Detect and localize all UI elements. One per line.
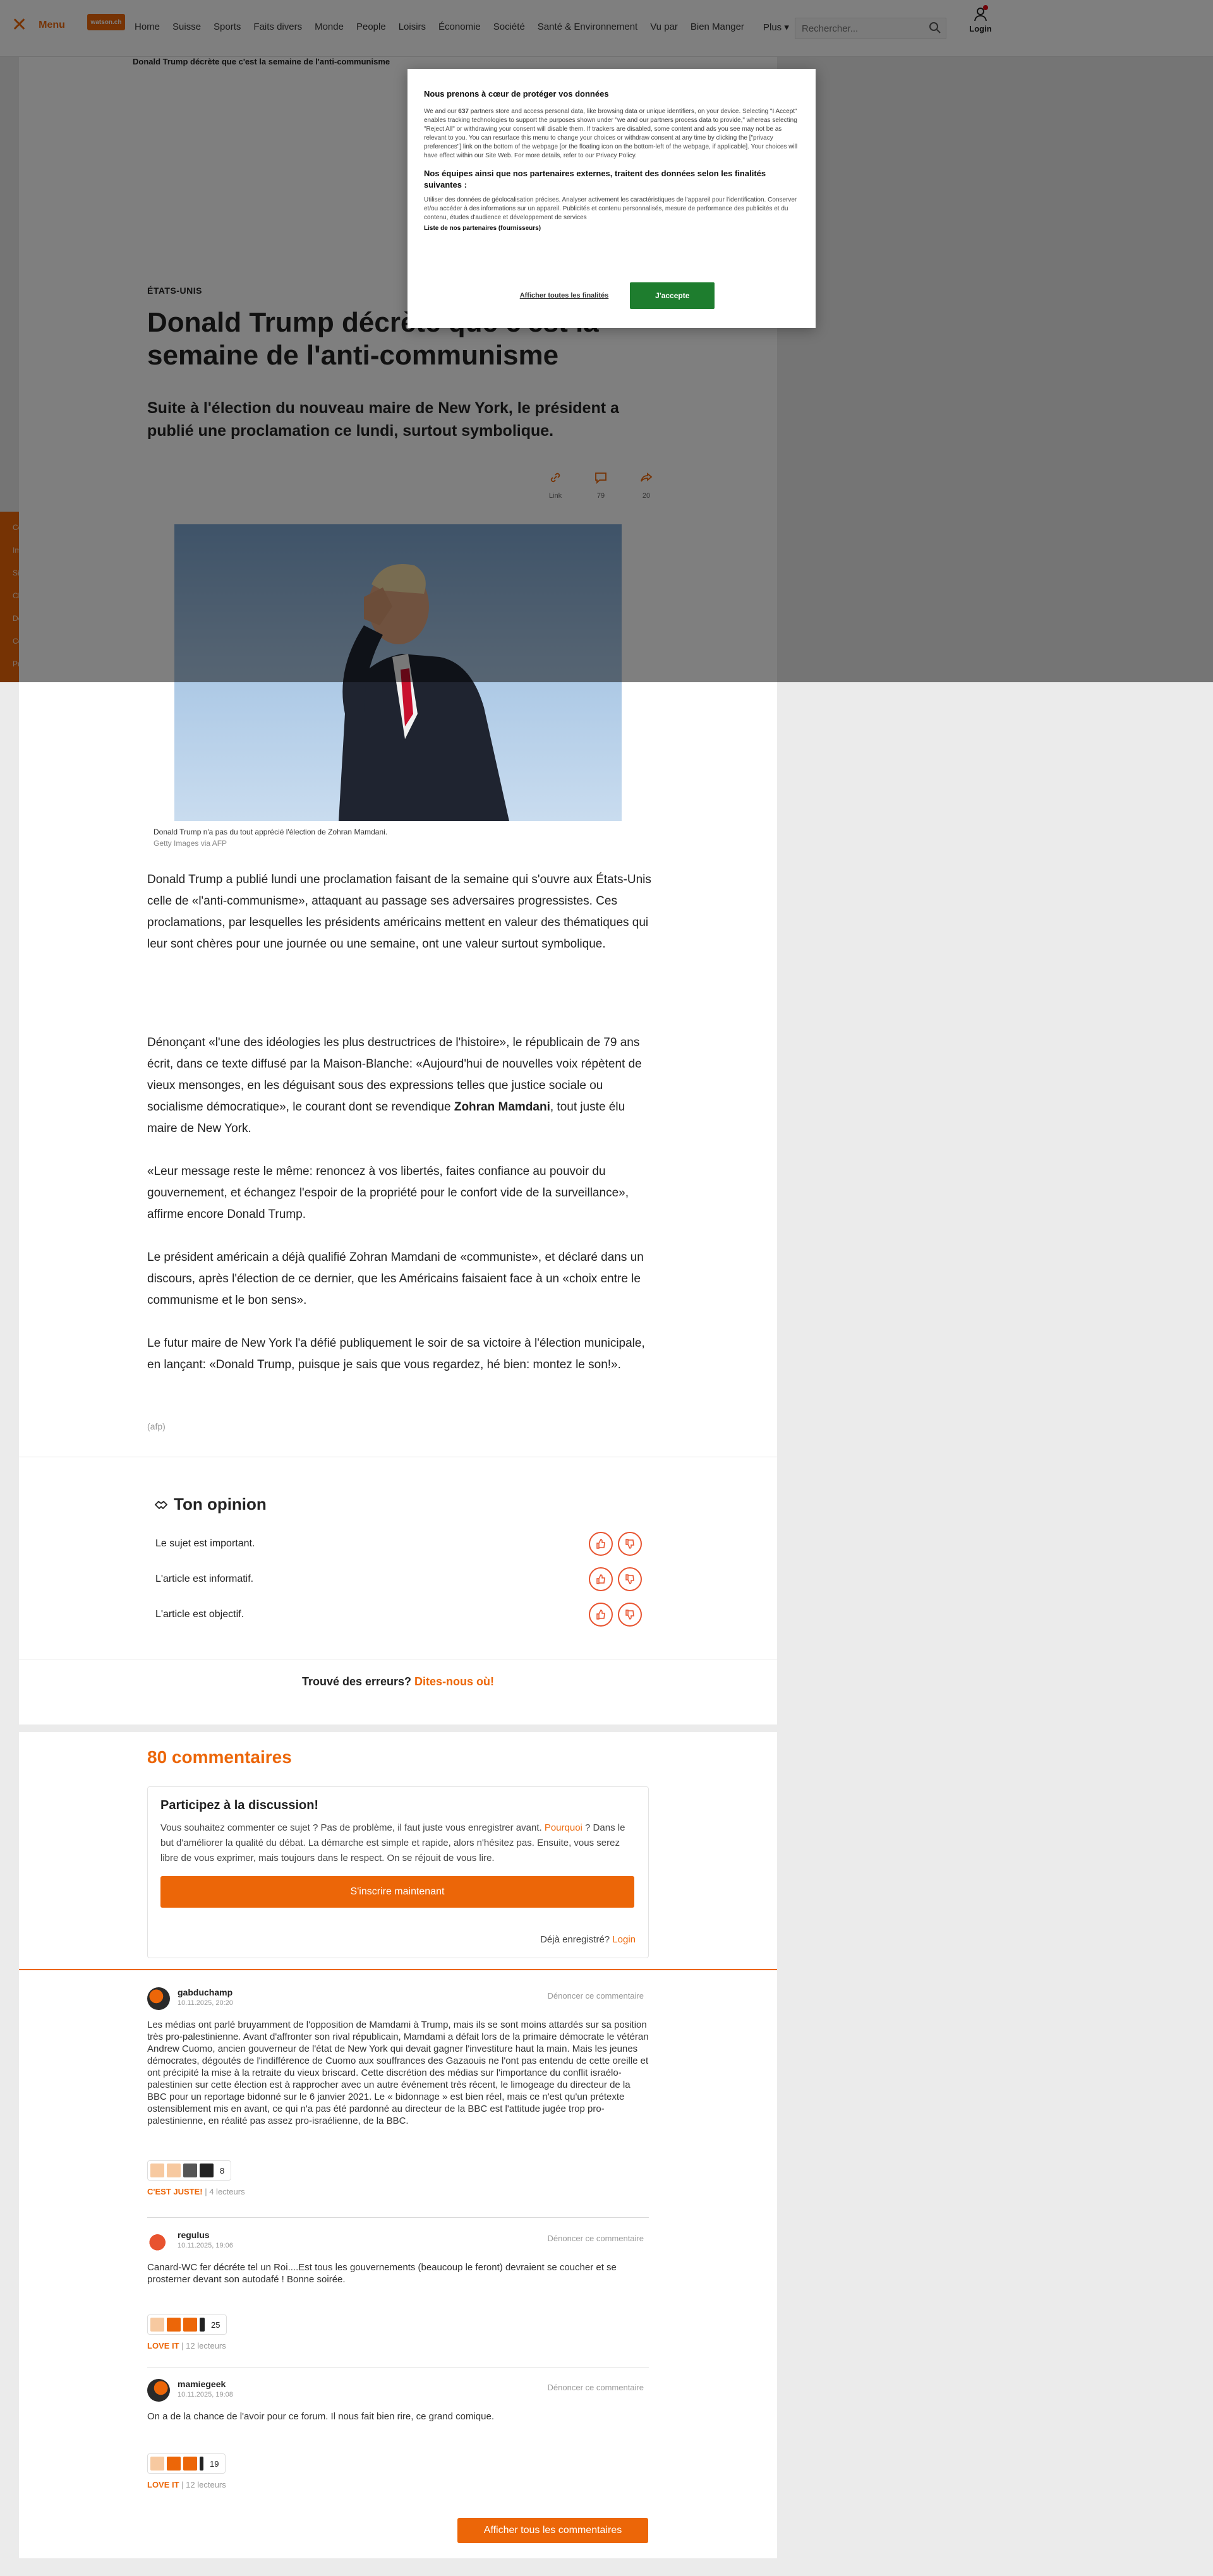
verdict-readers: 12 lecteurs: [186, 2480, 226, 2489]
thumbs-down-icon: [624, 1538, 636, 1550]
comments-count-title: 80 commentaires: [147, 1747, 292, 1767]
verdict-label: LOVE IT: [147, 2341, 179, 2350]
consent-intro: [424, 107, 799, 160]
comment-item: [147, 2230, 649, 2285]
comment-item: [147, 2379, 649, 2423]
comment-votes: [147, 2314, 649, 2350]
consent-subtitle: Nos équipes ainsi que nos partenaires externes, traitent des données selon les finalités suivantes :: [424, 169, 766, 190]
paragraph-text: , tout juste élu maire de New York.: [147, 1100, 625, 1135]
report-comment-link[interactable]: Dénoncer ce commentaire: [547, 2234, 644, 2243]
thumbs-up-icon: [595, 1538, 606, 1550]
thumbs-down-icon: [624, 1574, 636, 1585]
show-all-purposes-button[interactable]: Afficher toutes les finalités: [519, 292, 609, 299]
comment-item: [147, 1987, 649, 2127]
verdict-readers: 4 lecteurs: [209, 2187, 245, 2196]
photo-caption: Donald Trump n'a pas du tout apprécié l'élection de Zohran Mamdani.: [154, 828, 388, 836]
opinion-buttons: [589, 1603, 642, 1627]
consent-intro-text: partners store and access personal data, like browsing data or unique identifiers, on your device. Selecting "I Accept" enables tracking technologies to support the purposes shown under "we and our partners process data to provide," whereas selecting "Reject All" or withdrawing your consent will disable them. If trackers are disabled, some content and ads you see may not be as relevant to you. You can resurface this menu to change your choices or withdraw consent at any time by clicking the ["privacy preferences"] link on the bottom of the webpage [or the floating icon on the bottom-left of the webpage, if applicable]. Your choices will have effect within our Site Web. For more details, refer to our Privacy Policy.: [424, 108, 798, 159]
opinion-statement: Le sujet est important.: [155, 1538, 255, 1549]
thumbs-down-button[interactable]: [618, 1532, 642, 1556]
comment-text: On a de la chance de l'avoir pour ce forum. Il nous fait bien rire, ce grand comique.: [147, 2411, 494, 2422]
vote-love-icon: [150, 2164, 164, 2177]
opinion-row: [155, 1567, 642, 1592]
vendors-link[interactable]: Liste de nos partenaires (fournisseurs): [424, 225, 541, 232]
vote-love-icon: [167, 2164, 181, 2177]
verdict-readers: 12 lecteurs: [186, 2341, 226, 2350]
article-paragraph: Le président américain a déjà qualifié Zohran Mamdani de «communiste», et déclaré dans un discours, après l'élection de ce dernier, que les Américains faisaient face à un «choix entre le communisme et le bon sens».: [147, 1251, 644, 1307]
thumbs-down-button[interactable]: [618, 1567, 642, 1591]
thumbs-up-button[interactable]: [589, 1603, 613, 1627]
opinion-buttons: [589, 1532, 642, 1556]
comments-separator: [19, 1969, 777, 1970]
comment-text: Canard-WC fer décréte tel un Roi....Est tous les gouvernements (beaucoup le feront) devraient se coucher et se prosterner devant son autodafé ! Bonne soirée.: [147, 2262, 617, 2285]
login-link[interactable]: Login: [612, 1934, 636, 1945]
verdict-label: LOVE IT: [147, 2480, 179, 2489]
vote-love-icon: [150, 2457, 164, 2471]
accept-button[interactable]: J'accepte: [630, 282, 715, 309]
comment-text: Les médias ont parlé bruyamment de l'opposition de Mamdami à Trump, mais ils se sont moins attardés sur sa position très pro-palestinienne. Avant d'affronter son rival républicain, Mamdami a défait lors de la primaire démocrate le vétéran Andrew Cuomo, ancien gouverneur de l'état de New York qui devait gagner l'investiture haut la main. Mais les jeunes démocrates, dégoutés de l'indifférence de Cuomo aux souffrances des Gazaouis ne l'ont pas entendu de cette oreille et ont précipité la mise à la retraite du vieux briscard. Cette discrétion des médias sur l'importance du conflit israélo-palestinien sur cette élection est à rapprocher avec un autre événement très récent, le limogeage du directeur de la BBC pour un reportage bidonné sur le 6 janvier 2021. Le « bidonnage » est bien réel, mais ce n'est qu'un prétexte ostensiblement mis en avant, ce qui n'a pas été pardonné au directeur de la BBC est l'attitude jugée trop pro-palestinienne, en réalité pas assez pro-israélienne, de la BBC.: [147, 2019, 649, 2126]
avatar[interactable]: [147, 2379, 170, 2402]
partners-count: 637: [458, 108, 469, 115]
vote-dislike-icon: [200, 2457, 203, 2471]
consent-dialog: [407, 69, 816, 328]
discussion-box: [147, 1786, 649, 1958]
vote-verdict: C'EST JUSTE! | 4 lecteurs: [147, 2187, 245, 2196]
opinion-title: [154, 1495, 267, 1514]
vote-verdict: LOVE IT | 12 lecteurs: [147, 2341, 226, 2350]
register-button[interactable]: S'inscrire maintenant: [160, 1876, 634, 1908]
report-comment-link[interactable]: Dénoncer ce commentaire: [547, 1991, 644, 2001]
report-errors-link[interactable]: Dites-nous où!: [414, 1675, 495, 1688]
vote-bar[interactable]: [147, 2314, 227, 2335]
opinion-row: [155, 1531, 642, 1556]
vote-dislike-icon: [200, 2164, 214, 2177]
opinion-row: [155, 1602, 642, 1627]
thumbs-up-button[interactable]: [589, 1567, 613, 1591]
discussion-title: Participez à la discussion!: [160, 1798, 319, 1812]
comment-date: 10.11.2025, 20:20: [178, 1999, 233, 2007]
opinion-statement: L'article est objectif.: [155, 1609, 244, 1620]
report-errors-text: Trouvé des erreurs?: [301, 1675, 412, 1688]
opinion-statement: L'article est informatif.: [155, 1574, 254, 1584]
person-link[interactable]: Zohran Mamdani: [454, 1100, 550, 1114]
comment-votes: [147, 2160, 649, 2196]
report-comment-link[interactable]: Dénoncer ce commentaire: [547, 2383, 644, 2392]
thumbs-down-button[interactable]: [618, 1603, 642, 1627]
photo-credit: Getty Images via AFP: [154, 839, 227, 848]
discussion-text-part: Vous souhaitez commenter ce sujet ? Pas de problème, il faut juste vous enregistrer avant.: [160, 1822, 542, 1833]
comment-date: 10.11.2025, 19:08: [178, 2391, 233, 2398]
vote-bar[interactable]: [147, 2160, 231, 2181]
thumbs-up-button[interactable]: [589, 1532, 613, 1556]
consent-title: Nous prenons à cœur de protéger vos données: [424, 89, 609, 99]
opinion-buttons: [589, 1567, 642, 1591]
article-paragraph: Donald Trump a publié lundi une proclamation faisant de la semaine qui s'ouvre aux États-Unis celle de «l'anti-communisme», attaquant au passage ses adversaires progressistes. Ces proclamations, par lesquelles les présidents américains mettent en valeur des thématiques qui leur sont chères pour une journée ou une semaine, ont une valeur surtout symbolique.: [147, 873, 651, 951]
already-registered: [540, 1934, 636, 1945]
vote-love-icon: [167, 2318, 181, 2332]
comment-username[interactable]: gabduchamp: [178, 1987, 233, 1997]
avatar[interactable]: [147, 1987, 170, 2010]
vote-love-icon: [183, 2457, 197, 2471]
article-paragraph: [147, 1032, 653, 1140]
comment-username[interactable]: regulus: [178, 2230, 210, 2240]
article-paragraph: Le futur maire de New York l'a défié publiquement le soir de sa victoire à l'élection municipale, en lançant: «Donald Trump, puisque je sais que vous regardez, hé bien: montez le son!».: [147, 1337, 645, 1371]
thumbs-down-icon: [624, 1609, 636, 1620]
vote-verdict: LOVE IT | 12 lecteurs: [147, 2480, 226, 2489]
comment-votes: [147, 2453, 649, 2489]
vote-love-icon: [183, 2318, 197, 2332]
consent-intro-text: We and our: [424, 108, 459, 115]
avatar[interactable]: [147, 2230, 170, 2253]
thumbs-up-icon: [595, 1574, 606, 1585]
article-paragraph: «Leur message reste le même: renoncez à vos libertés, faites confiance au pouvoir du gouvernement, et échangez l'espoir de la propriété pour le confort vide de la surveillance», affirme encore Donald Trump.: [147, 1165, 629, 1221]
vote-love-icon: [167, 2457, 181, 2471]
consent-actions: [407, 282, 816, 309]
vote-count: 8: [220, 2165, 225, 2176]
thumbs-up-icon: [595, 1609, 606, 1620]
vote-count: 25: [211, 2320, 220, 2330]
discussion-text-part: ? Dans le but d'améliorer la qualité du débat. La démarche est simple et rapide, alors n'hésitez pas. Ensuite, vous serez libre de vous exprimer, mais toujours dans le respect. On se réjouit de vous lire.: [160, 1822, 625, 1863]
discussion-text: [160, 1821, 636, 1866]
vote-dislike-icon: [183, 2164, 197, 2177]
handshake-icon: [154, 1497, 169, 1512]
vote-love-icon: [150, 2318, 164, 2332]
comment-username[interactable]: mamiegeek: [178, 2379, 226, 2389]
already-registered-text: Déjà enregistré?: [540, 1934, 610, 1945]
why-link[interactable]: Pourquoi: [544, 1822, 582, 1833]
opinion-title-text: Ton opinion: [174, 1495, 267, 1514]
show-all-comments-button[interactable]: Afficher tous les commentaires: [457, 2518, 648, 2543]
vote-bar[interactable]: [147, 2453, 226, 2474]
comment-date: 10.11.2025, 19:06: [178, 2242, 233, 2249]
comment-divider: [147, 2217, 649, 2218]
article-source: (afp): [147, 1421, 166, 1431]
vote-count: 19: [210, 2459, 219, 2469]
consent-purposes: Utiliser des données de géolocalisation précises. Analyser activement les caractéristiques de l'appareil pour l'identification. Conserver et/ou accéder à des informations sur un appareil. Publicités et contenu personnalisés, mesure de performance des publicités et du contenu, études d'audience et développement de services: [424, 196, 797, 221]
paragraph-text: Dénonçant «l'une des idéologies les plus destructrices de l'histoire», le républicain de 79 ans écrit, dans ce texte diffusé par la Maison-Blanche: «Aujourd'hui de nouvelles voix répètent de vieux mensonges, en les déguisant sous des expressions telles que justice sociale ou socialisme démocratique», le courant dont se revendique: [147, 1036, 642, 1114]
verdict-label: C'EST JUSTE!: [147, 2187, 203, 2196]
vote-dislike-icon: [200, 2318, 205, 2332]
report-errors: [0, 1675, 796, 1688]
